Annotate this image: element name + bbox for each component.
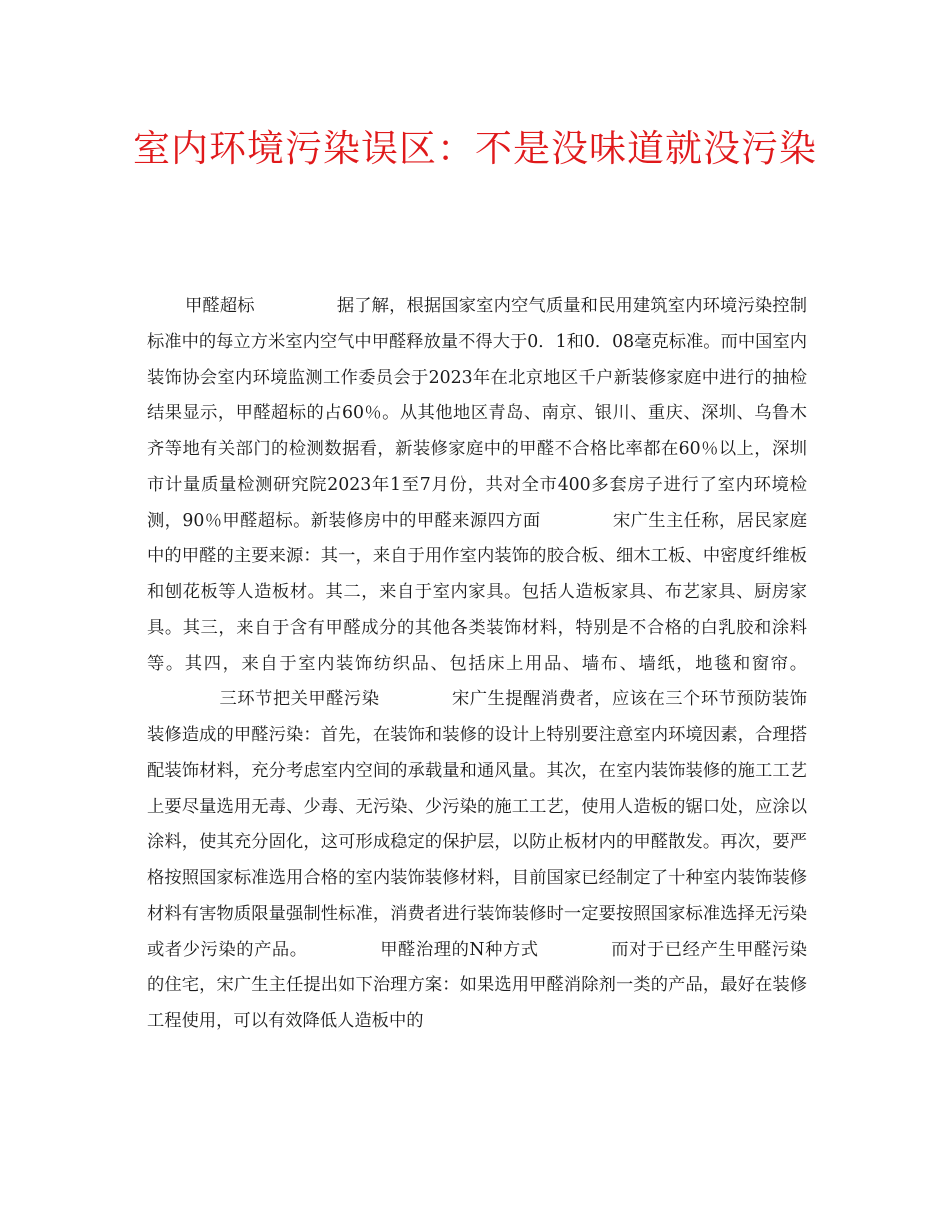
- section-heading: 甲醛超标: [185, 296, 255, 316]
- section-heading: 三环节把关甲醛污染: [219, 689, 380, 710]
- document-body: [147, 289, 807, 1040]
- section-text: 而对于已经产生甲醛污染的住宅，宋广生主任提出如下治理方案：如果选用甲醛消除剂一类的产品，最好在装修工程使用，可以有效降低人造板中的: [147, 939, 807, 1031]
- section-text: 宋广生主任称，居民家庭中的甲醛的主要来源：其一，来自于用作室内装饰的胶合板、细木工板、中密度纤维板和刨花板等人造板材。其二，来自于室内家具。包括人造板家具、布艺家具、厨房家具。其三，来自于含有甲醛成分的其他各类装饰材料，特别是不合格的白乳胶和涂料等。其四，来自于室内装饰纺织品、包括床上用品、墙布、墙纸，地毯和窗帘。: [147, 510, 807, 674]
- section-text: 据了解，根据国家室内空气质量和民用建筑室内环境污染控制标准中的每立方米室内空气中甲醛释放量不得大于0．1和0．08毫克标准。而中国室内装饰协会室内环境监测工作委员会于2023年在北京地区千户新装修家庭中进行的抽检结果显示，甲醛超标的占60％。从其他地区青岛、南京、银川、重庆、深圳、乌鲁木齐等地有关部门的检测数据看，新装修家庭中的甲醛不合格比率都在60％以上，深圳市计量质量检测研究院2023年1至7月份，共对全市400多套房子进行了室内环境检测，90％甲醛超标。新装修房中的: [147, 296, 807, 531]
- section-heading: 甲醛治理的N种方式: [379, 939, 539, 960]
- section-heading: 甲醛来源四方面: [416, 510, 541, 531]
- section-text: 宋广生提醒消费者，应该在三个环节预防装饰装修造成的甲醛污染：首先，在装饰和装修的设计上特别要注意室内环境因素，合理搭配装饰材料，充分考虑室内空间的承载量和通风量。其次，在室内装饰装修的施工工艺上要尽量选用无毒、少毒、无污染、少污染的施工工艺，使用人造板的锯口处，应涂以涂料，使其充分固化，这可形成稳定的保护层，以防止板材内的甲醛散发。再次，要严格按照国家标准选用合格的室内装饰装修材料，目前国家已经制定了十种室内装饰装修材料有害物质限量强制性标准，消费者进行装饰装修时一定要按照国家标准选择无污染或者少污染的产品。: [147, 689, 807, 960]
- document-title: 室内环境污染误区：不是没味道就没污染: [133, 127, 817, 170]
